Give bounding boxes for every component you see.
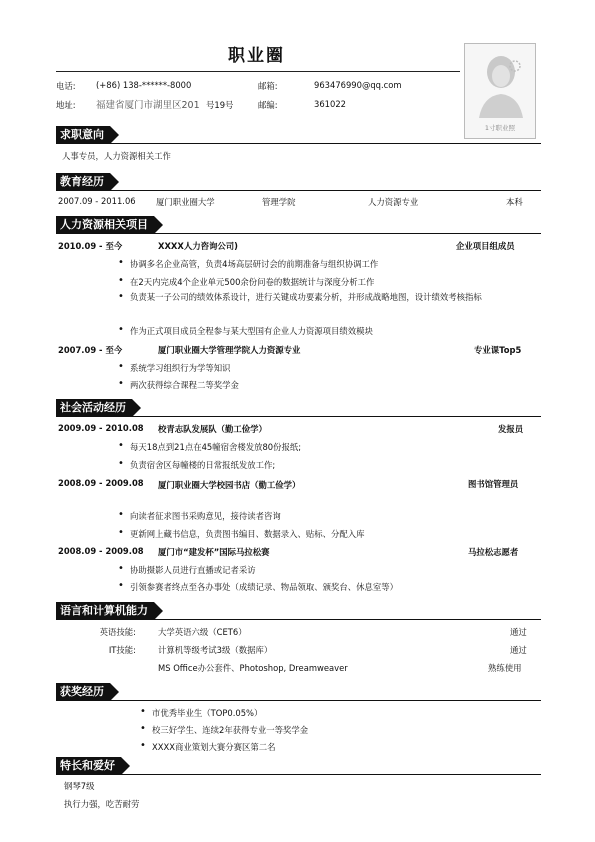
project-title: 厦门职业圈大学管理学院人力资源专业 bbox=[158, 345, 301, 355]
phone-row bbox=[56, 80, 192, 92]
social-period: 2008.09 - 2009.08 bbox=[58, 546, 144, 556]
hobby-item: 钢琴7级 bbox=[64, 781, 95, 791]
email-row bbox=[258, 80, 402, 92]
section-hobbies bbox=[56, 757, 541, 775]
skill-label: 英语技能: bbox=[99, 627, 136, 637]
address-value: 福建省厦门市湖里区201 bbox=[96, 100, 200, 111]
social-period: 2008.09 - 2009.08 bbox=[58, 478, 144, 488]
header-divider bbox=[56, 71, 460, 72]
social-title: 厦门市“建发杯”国际马拉松赛 bbox=[158, 547, 270, 557]
social-bullet: • 协助摄影人员进行直播或记者采访 bbox=[130, 564, 256, 576]
project-bullet: • 在2天内完成4个企业单元500余份问卷的数据统计与深度分析工作 bbox=[130, 276, 374, 288]
award-item: • XXXX商业策划大赛分赛区第二名 bbox=[152, 741, 275, 753]
education-degree: 本科 bbox=[506, 197, 523, 207]
email-label: 邮箱: bbox=[258, 81, 278, 91]
section-projects-title: 人力资源相关项目 bbox=[56, 216, 154, 234]
project-period: 2010.09 - 至今 bbox=[58, 241, 123, 251]
section-objective-title: 求职意向 bbox=[56, 126, 110, 144]
skill-desc: 计算机等级考试3级（数据库） bbox=[158, 645, 273, 655]
social-title: 校青志队发展队（勤工俭学） bbox=[158, 424, 267, 434]
section-objective bbox=[56, 126, 541, 144]
project-bullet: • 两次获得综合课程二等奖学金 bbox=[130, 379, 239, 391]
section-skills bbox=[56, 602, 541, 620]
section-social-title: 社会活动经历 bbox=[56, 399, 132, 417]
skill-desc: MS Office办公套件、Photoshop, Dreamweaver bbox=[158, 663, 348, 673]
section-social bbox=[56, 399, 541, 417]
project-bullet: • 协调多名企业高管，负责4场高层研讨会的前期准备与组织协调工作 bbox=[130, 258, 378, 270]
education-school: 厦门职业圈大学 bbox=[156, 197, 215, 207]
project-role: 专业课Top5 bbox=[474, 345, 522, 355]
email-value: 963476990@qq.com bbox=[314, 80, 402, 90]
zip-value: 361022 bbox=[314, 99, 346, 109]
skill-desc: 大学英语六级（CET6） bbox=[158, 627, 247, 637]
social-bullet: • 引领参赛者终点至各办事处（成绩记录、物品领取、颁奖台、休息室等） bbox=[130, 581, 398, 593]
section-hobbies-title: 特长和爱好 bbox=[56, 757, 121, 775]
address-suffix: 号19号 bbox=[206, 100, 234, 110]
section-skills-title: 语言和计算机能力 bbox=[56, 602, 154, 620]
skill-level: 通过 bbox=[510, 627, 527, 637]
section-education-title: 教育经历 bbox=[56, 173, 110, 191]
phone-value: (+86) 138-******-8000 bbox=[96, 80, 192, 90]
hobby-item: 执行力强，吃苦耐劳 bbox=[64, 799, 140, 809]
award-item: • 市优秀毕业生（TOP0.05%） bbox=[152, 707, 262, 719]
skill-level: 熟练使用 bbox=[488, 663, 522, 673]
project-bullet: • 负责某一子公司的绩效体系设计，进行关键成功要素分析，并形成战略地图，设计绩效考核指标 bbox=[130, 290, 530, 305]
resume-name: 职业圈 bbox=[228, 46, 285, 66]
phone-label: 电话: bbox=[56, 81, 76, 91]
zip-row bbox=[258, 99, 346, 111]
social-bullet: • 向读者征求图书采购意见，接待读者咨询 bbox=[130, 510, 281, 522]
skill-level: 通过 bbox=[510, 645, 527, 655]
project-period: 2007.09 - 至今 bbox=[58, 345, 123, 355]
social-bullet: • 每天18点到21点在45幢宿舍楼发放80份报纸; bbox=[130, 441, 301, 453]
education-college: 管理学院 bbox=[262, 197, 296, 207]
section-awards bbox=[56, 683, 541, 701]
education-period: 2007.09 - 2011.06 bbox=[58, 196, 136, 206]
social-period: 2009.09 - 2010.08 bbox=[58, 423, 144, 433]
section-awards-title: 获奖经历 bbox=[56, 683, 110, 701]
skill-label: IT技能: bbox=[108, 645, 136, 655]
social-role: 发报员 bbox=[498, 424, 524, 434]
social-role: 图书馆管理员 bbox=[468, 479, 519, 489]
address-row bbox=[56, 99, 234, 111]
social-bullet: • 负责宿舍区每幢楼的日常报纸发放工作; bbox=[130, 459, 275, 471]
education-major: 人力资源专业 bbox=[368, 197, 419, 207]
project-bullet: • 系统学习组织行为学等知识 bbox=[130, 362, 231, 374]
social-role: 马拉松志愿者 bbox=[468, 547, 519, 557]
section-projects bbox=[56, 216, 541, 234]
section-education bbox=[56, 173, 541, 191]
zip-label: 邮编: bbox=[258, 100, 278, 110]
profile-photo bbox=[464, 43, 536, 139]
objective-text: 人事专员，人力资源相关工作 bbox=[62, 151, 171, 161]
project-bullet: • 作为正式项目成员全程参与某大型国有企业人力资源项目绩效模块 bbox=[130, 325, 373, 337]
photo-caption: 1寸职业照 bbox=[484, 124, 516, 132]
social-bullet: • 更新网上藏书信息，负责图书编目、数据录入、贴标、分配入库 bbox=[130, 528, 365, 540]
project-title: XXXX人力咨询公司) bbox=[158, 241, 238, 251]
award-item: • 校三好学生、连续2年获得专业一等奖学金 bbox=[152, 724, 308, 736]
project-role: 企业项目组成员 bbox=[456, 241, 515, 251]
social-title: 厦门职业圈大学校园书店（勤工俭学） bbox=[158, 480, 301, 490]
address-label: 地址: bbox=[56, 100, 76, 110]
